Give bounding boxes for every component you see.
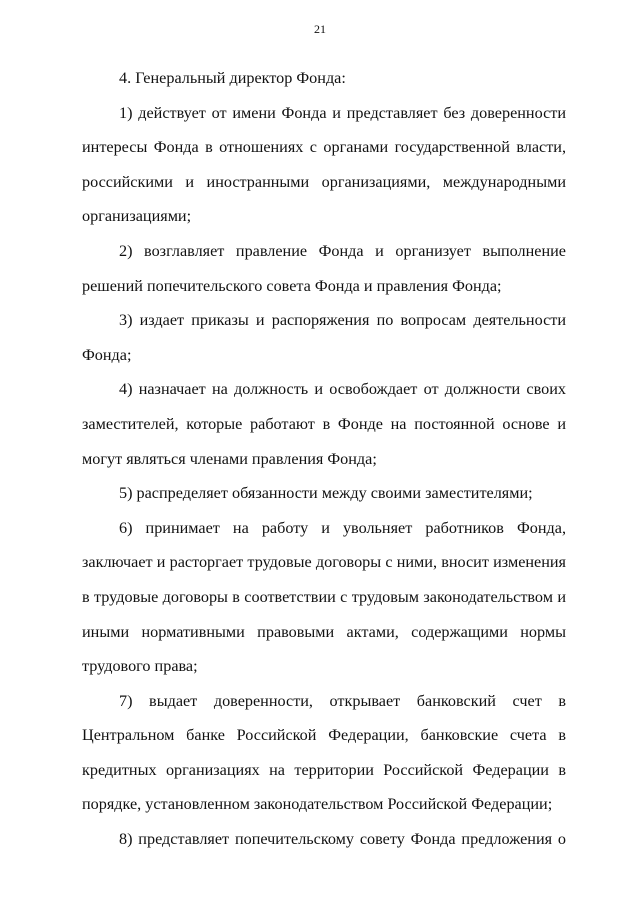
list-item-8: 8) представляет попечительскому совету Фонда предложения о bbox=[119, 830, 566, 849]
list-item-6: 6) принимает на работу и увольняет работников Фонда, заключает и расторгает трудовые договоры с ними, вносит изменения в трудовые договоры в соответствии с трудовым законодательством и иными нормативными правовыми актами, содержащими нормы трудового права; bbox=[82, 518, 566, 676]
list-item-4: 4) назначает на должность и освобождает от должности своих заместителей, которые работают в Фонде на постоянной основе и могут являться членами правления Фонда; bbox=[82, 380, 566, 468]
list-item-7: 7) выдает доверенности, открывает банковский счет в Центральном банке Российской Федерации, банковские счета в кредитных организациях на территории Российской Федерации в порядке, установленном законодательством Российской Федерации; bbox=[82, 691, 566, 814]
list-item-1: 1) действует от имени Фонда и представляет без доверенности интересы Фонда в отношениях с органами государственной власти, российскими и иностранными организациями, международными организациями; bbox=[82, 103, 566, 226]
page-number: 21 bbox=[314, 22, 326, 36]
document-body bbox=[82, 61, 566, 857]
section-heading: 4. Генеральный директор Фонда: bbox=[119, 69, 346, 87]
list-item-3: 3) издает приказы и распоряжения по вопросам деятельности Фонда; bbox=[82, 311, 566, 364]
list-item-2: 2) возглавляет правление Фонда и организует выполнение решений попечительского совета Фонда и правления Фонда; bbox=[82, 241, 566, 295]
list-item-5: 5) распределяет обязанности между своими заместителями; bbox=[119, 484, 533, 503]
